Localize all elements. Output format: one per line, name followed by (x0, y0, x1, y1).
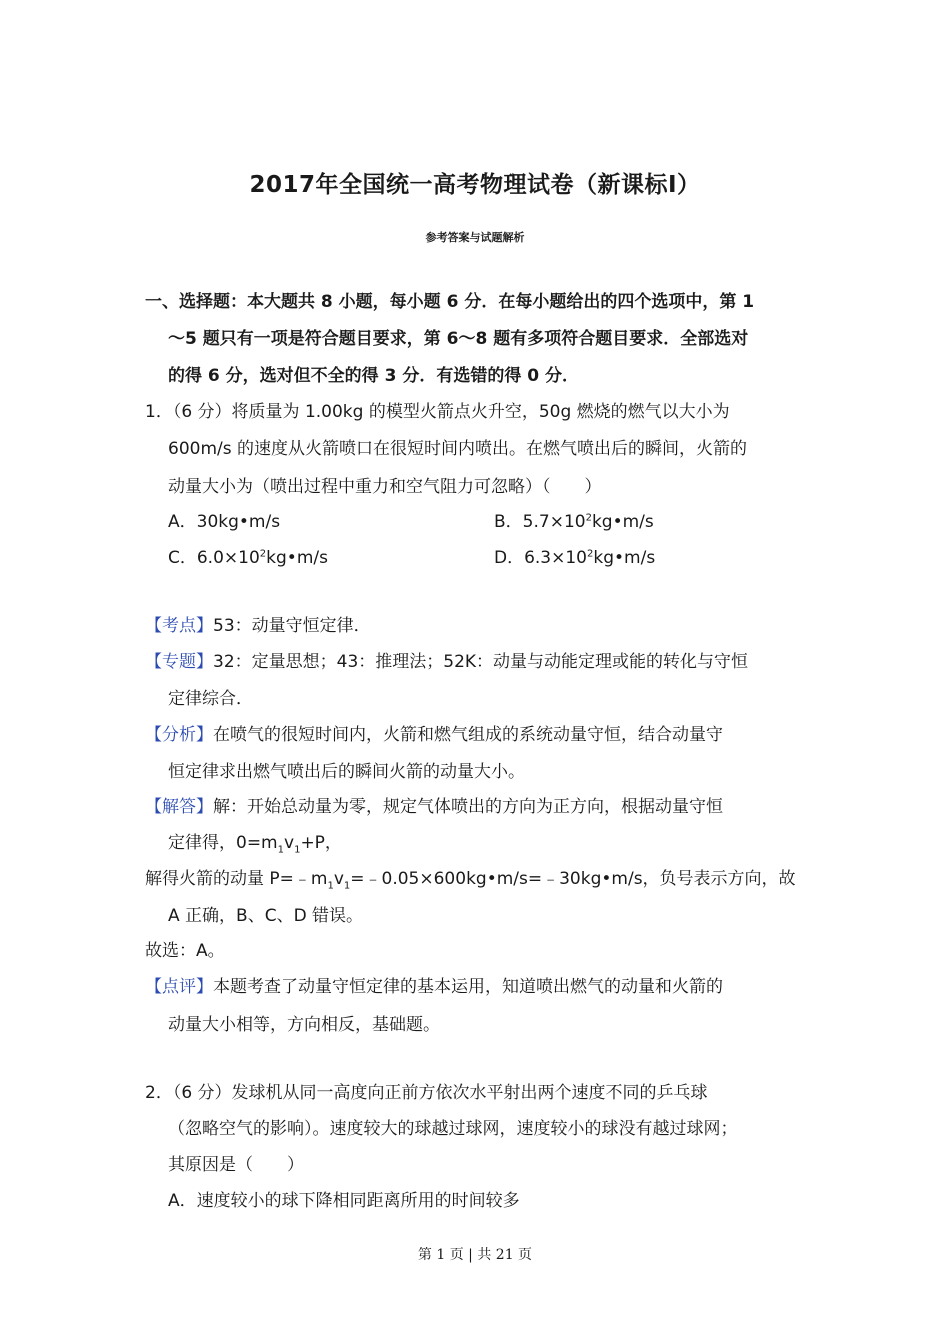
section-heading-line1: 一、选择题：本大题共 8 小题，每小题 6 分．在每小题给出的四个选项中，第 1 (145, 292, 755, 312)
dianping-tag: 【点评】 (145, 977, 213, 997)
q1-stem-line2: 600m/s 的速度从火箭喷口在很短时间内喷出。在燃气喷出后的瞬间，火箭的 (168, 439, 747, 459)
jieda-line1: 【解答】解：开始总动量为零，规定气体喷出的方向为正方向，根据动量守恒 (145, 797, 723, 817)
kaodian-tag: 【考点】 (145, 616, 213, 636)
fenxi-tag: 【分析】 (145, 725, 213, 745)
q1-option-a: A．30kg•m/s (168, 512, 281, 532)
q1-stem-line1: 1．（6 分）将质量为 1.00kg 的模型火箭点火升空，50g 燃烧的燃气以大小为 (145, 402, 730, 422)
jieda-tag: 【解答】 (145, 797, 213, 817)
solution-line1: 解得火箭的动量 $P=﹣m_1v_1=﹣0.05\times 600kg•m/s=﹣30kg•m/s$，负号表示方向，故 (145, 869, 796, 892)
q1-option-c: C．$6.0\times 10^2kg•m/s$ (168, 548, 328, 568)
q2-stem-line3: 其原因是（ ） (168, 1155, 304, 1175)
q1-stem-line3: 动量大小为（喷出过程中重力和空气阻力可忽略）（ ） (168, 477, 602, 497)
fenxi-line2: 恒定律求出燃气喷出后的瞬间火箭的动量大小。 (168, 762, 525, 782)
kaodian-line: 【考点】53：动量守恒定律． (145, 616, 371, 636)
fenxi-line1: 【分析】在喷气的很短时间内，火箭和燃气组成的系统动量守恒，结合动量守 (145, 725, 723, 745)
q1-option-d: D．$6.3\times 10^2kg•m/s$ (494, 548, 656, 568)
section-heading-line2: ～5 题只有一项是符合题目要求，第 6～8 题有多项符合题目要求．全部选对 (168, 329, 749, 349)
page-footer: 第 1 页 | 共 21 页 (417, 1247, 533, 1263)
page-subtitle: 参考答案与试题解析 (425, 231, 525, 244)
jieda-line2: 定律得，$0=m_1v_1+P$， (168, 833, 342, 856)
page-title: 2017年全国统一高考物理试卷（新课标Ⅰ） (249, 172, 701, 198)
answer-line: 故选：A。 (145, 941, 225, 961)
section-heading-line3: 的得 6 分，选对但不全的得 3 分．有选错的得 0 分． (168, 366, 579, 386)
solution-line2: A 正确，B、C、D 错误。 (168, 906, 364, 926)
zhuanti-tag: 【专题】 (145, 652, 213, 672)
dianping-line1: 【点评】本题考查了动量守恒定律的基本运用，知道喷出燃气的动量和火箭的 (145, 977, 723, 997)
q2-option-a: A．速度较小的球下降相同距离所用的时间较多 (168, 1191, 520, 1211)
zhuanti-line1: 【专题】32：定量思想；43：推理法；52K：动量与动能定理或能的转化与守恒 (145, 652, 749, 672)
zhuanti-line2: 定律综合． (168, 689, 253, 709)
q2-stem-line1: 2．（6 分）发球机从同一高度向正前方依次水平射出两个速度不同的乒乓球 (145, 1083, 708, 1103)
q2-stem-line2: （忽略空气的影响）。速度较大的球越过球网，速度较小的球没有越过球网； (168, 1119, 738, 1139)
dianping-line2: 动量大小相等，方向相反，基础题。 (168, 1015, 440, 1035)
q1-option-b: B．$5.7\times 10^2kg•m/s$ (494, 512, 654, 532)
